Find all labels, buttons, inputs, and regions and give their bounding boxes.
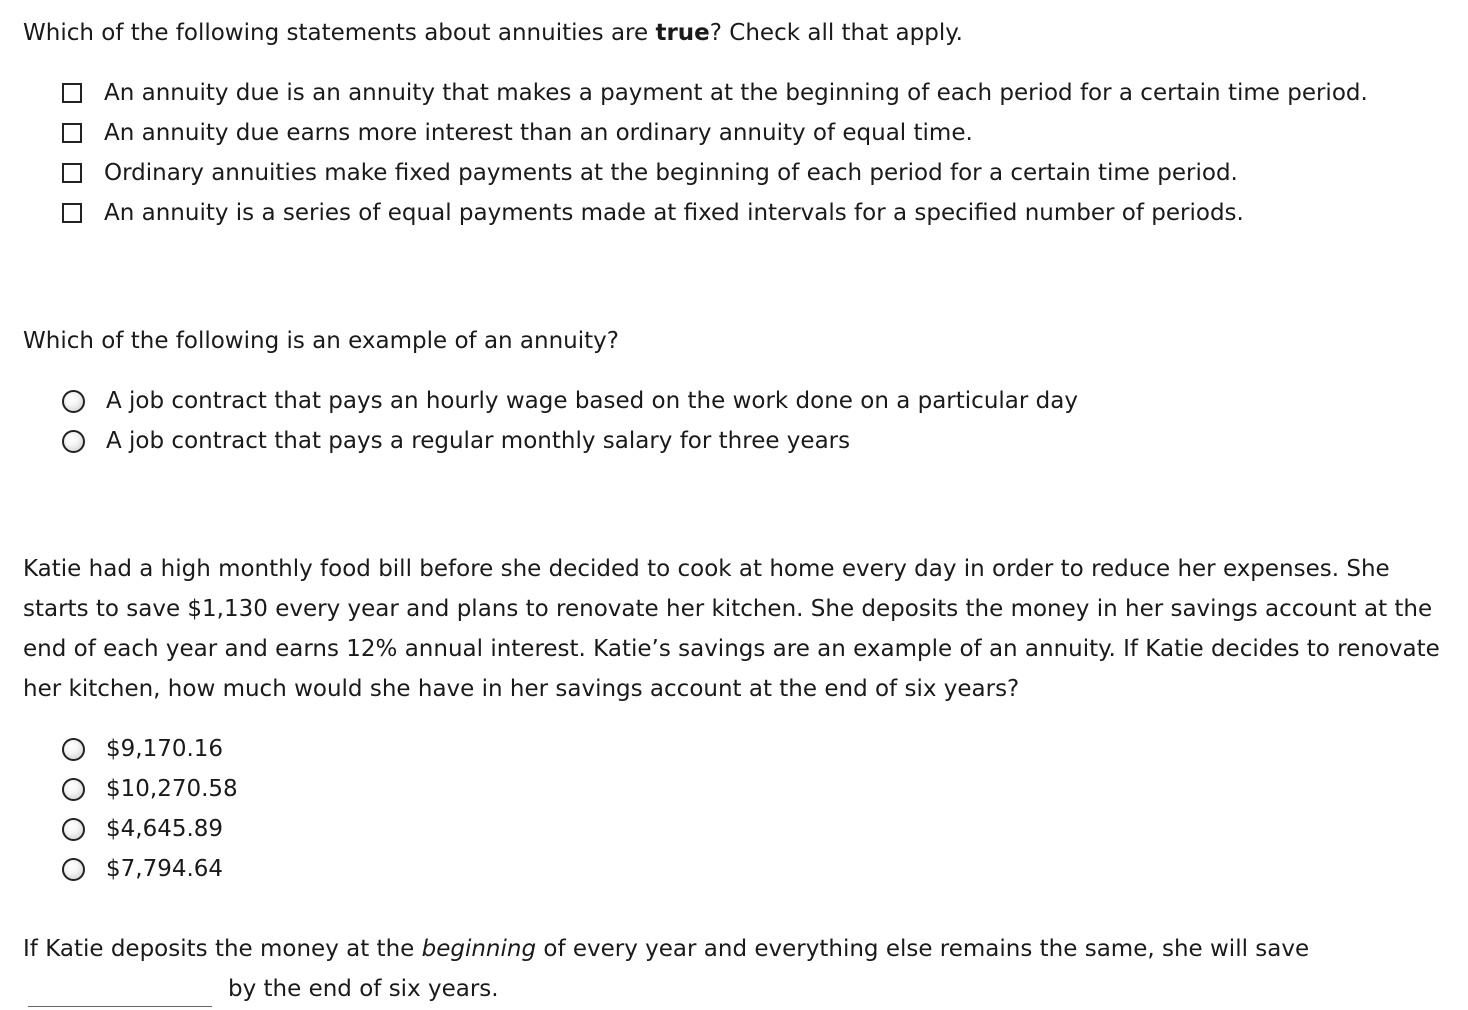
question-1-prompt-end: ? Check all that apply. [709, 20, 963, 46]
option-label: An annuity due is an annuity that makes a payment at the beginning of each period for a certain time period. [104, 80, 1368, 106]
question-2-option-1[interactable] [62, 381, 1078, 421]
question-2-prompt: Which of the following is an example of an annuity? [23, 328, 619, 354]
savings-answer-input[interactable] [28, 976, 212, 1007]
question-4-sentence [23, 929, 1309, 969]
question-3-option-2[interactable] [62, 769, 238, 809]
question-4-text-end: by the end of six years. [228, 976, 499, 1002]
question-1-prompt [23, 13, 963, 53]
option-label: An annuity due earns more interest than an ordinary annuity of equal time. [104, 120, 973, 146]
question-1-option-4[interactable] [62, 193, 1368, 233]
option-label: A job contract that pays an hourly wage based on the work done on a particular day [106, 388, 1078, 414]
question-4-text-middle: of every year and everything else remains the same, she will save [536, 936, 1310, 962]
radio-button[interactable] [62, 858, 85, 881]
option-label: $4,645.89 [106, 816, 224, 842]
radio-button[interactable] [62, 738, 85, 761]
question-3-paragraph: Katie had a high monthly food bill before she decided to cook at home every day in order to reduce her expenses. She starts to save $1,130 every year and plans to renovate her kitchen. She deposits the money in her savings account at the end of each year and earns 12% annual interest. Katie’s savings are an example of an annuity. If Katie decides to renovate her kitchen, how much would she have in her savings account at the end of six years? [23, 556, 1440, 702]
question-1-prompt-emphasis: true [655, 20, 710, 46]
question-1-options [62, 73, 1368, 233]
checkbox[interactable] [62, 123, 82, 143]
question-4-text-start: If Katie deposits the money at the [23, 936, 422, 962]
question-2-option-2[interactable] [62, 421, 1078, 461]
radio-button[interactable] [62, 778, 85, 801]
question-3-option-4[interactable] [62, 849, 238, 889]
question-3-option-3[interactable] [62, 809, 238, 849]
question-4-text-emphasis: beginning [421, 936, 537, 962]
option-label: A job contract that pays a regular monthly salary for three years [106, 428, 851, 454]
checkbox[interactable] [62, 163, 82, 183]
option-label: $10,270.58 [106, 776, 238, 802]
radio-button[interactable] [62, 430, 85, 453]
radio-button[interactable] [62, 390, 85, 413]
option-label: Ordinary annuities make fixed payments at the beginning of each period for a certain time period. [104, 160, 1238, 186]
question-1-prompt-start: Which of the following statements about annuities are [23, 20, 656, 46]
radio-button[interactable] [62, 818, 85, 841]
question-1-option-3[interactable] [62, 153, 1368, 193]
question-1-option-1[interactable] [62, 73, 1368, 113]
question-2-options [62, 381, 1078, 461]
option-label: An annuity is a series of equal payments made at fixed intervals for a specified number of periods. [104, 200, 1244, 226]
question-3-option-1[interactable] [62, 729, 238, 769]
checkbox[interactable] [62, 83, 82, 103]
option-label: $7,794.64 [106, 856, 224, 882]
checkbox[interactable] [62, 203, 82, 223]
option-label: $9,170.16 [106, 736, 224, 762]
question-3-options [62, 729, 238, 889]
question-1-option-2[interactable] [62, 113, 1368, 153]
